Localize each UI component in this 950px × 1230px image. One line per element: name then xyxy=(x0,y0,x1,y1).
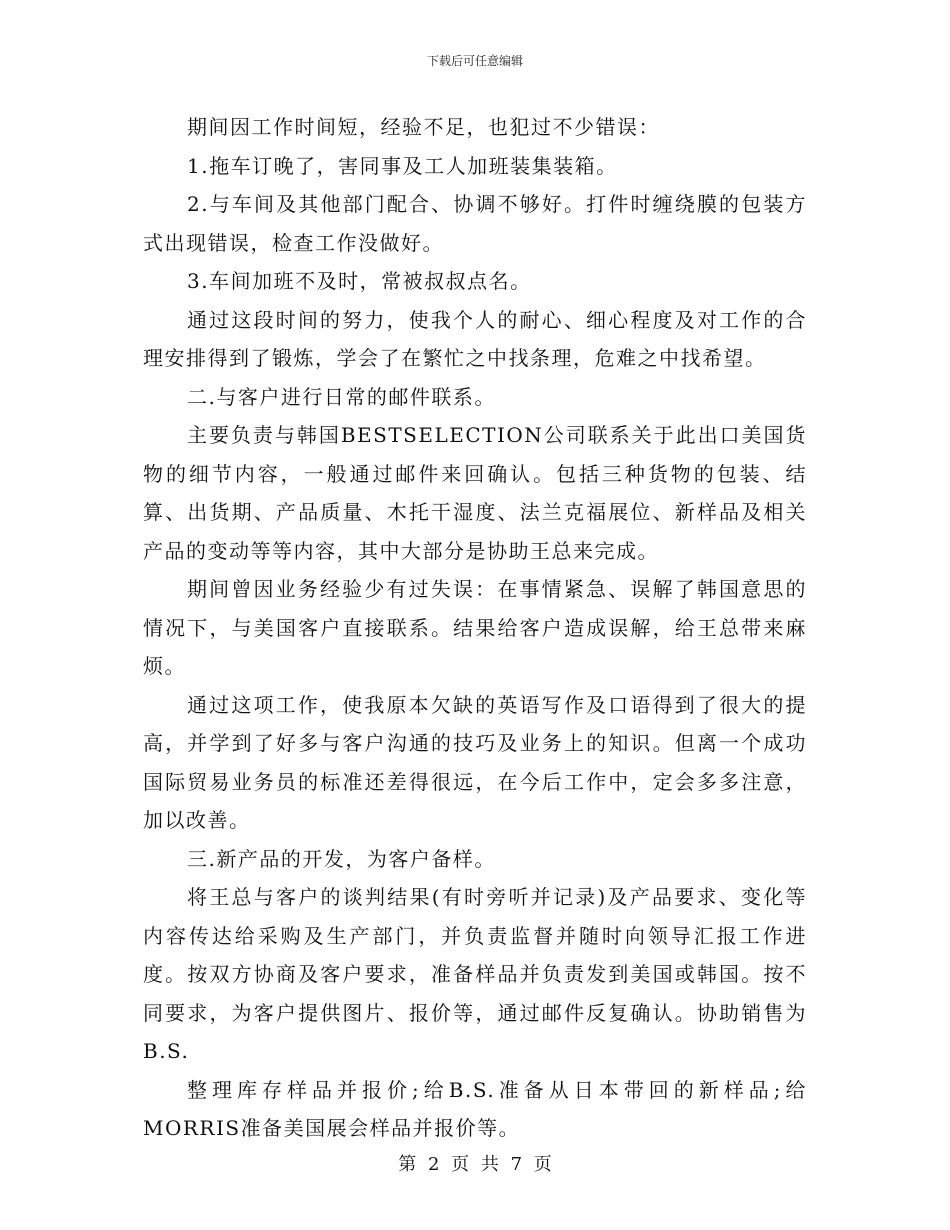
paragraph-mistake-3: 3.车间加班不及时，常被叔叔点名。 xyxy=(187,269,532,293)
section-heading-3: 三.新产品的开发，为客户备样。 xyxy=(187,846,496,871)
page-header: 下载后可任意编辑 xyxy=(426,54,523,68)
paragraph-mistake-2: 2.与车间及其他部门配合、协调不够好。打件时缠绕膜的包装方式出现错误，检查工作没做好。 xyxy=(143,192,807,255)
paragraph-mistakes-intro: 期间因工作时间短，经验不足，也犯过不少错误： xyxy=(187,115,660,139)
page-number-footer: 第 2 页 共 7 页 xyxy=(398,1154,552,1175)
document-body xyxy=(143,108,807,1148)
paragraph-reflection-1: 通过这段时间的努力，使我个人的耐心、细心程度及对工作的合理安排得到了锻炼，学会了在繁忙之中找条理，危难之中找希望。 xyxy=(143,307,807,370)
paragraph-mistake-1: 1.拖车订晚了，害同事及工人加班装集装箱。 xyxy=(187,153,618,178)
paragraph-product-dev: 将王总与客户的谈判结果(有时旁听并记录)及产品要求、变化等内容传达给采购及生产部门，并负责监督并随时向领导汇报工作进度。按双方协商及客户要求，准备样品并负责发到美国或韩国。按不同要求，为客户提供图片、报价等，通过邮件反复确认。协助销售为B.S. xyxy=(143,885,807,1063)
paragraph-email-mistakes: 期间曾因业务经验少有过失误：在事情紧急、误解了韩国意思的情况下，与美国客户直接联系。结果给客户造成误解，给王总带来麻烦。 xyxy=(143,577,807,678)
paragraph-samples: 整理库存样品并报价;给B.S.准备从日本带回的新样品;给MORRIS准备美国展会样品并报价等。 xyxy=(143,1077,807,1140)
paragraph-reflection-2: 通过这项工作，使我原本欠缺的英语写作及口语得到了很大的提高，并学到了好多与客户沟通的技巧及业务上的知识。但离一个成功国际贸易业务员的标准还差得很远，在今后工作中，定会多多注意，加以改善。 xyxy=(143,692,807,832)
paragraph-email-duties: 主要负责与韩国BESTSELECTION公司联系关于此出口美国货物的细节内容，一般通过邮件来回确认。包括三种货物的包装、结算、出货期、产品质量、木托干湿度、法兰克福展位、新样品及相关产品的变动等等内容，其中大部分是协助王总来完成。 xyxy=(143,423,807,563)
section-heading-2: 二.与客户进行日常的邮件联系。 xyxy=(187,384,496,409)
